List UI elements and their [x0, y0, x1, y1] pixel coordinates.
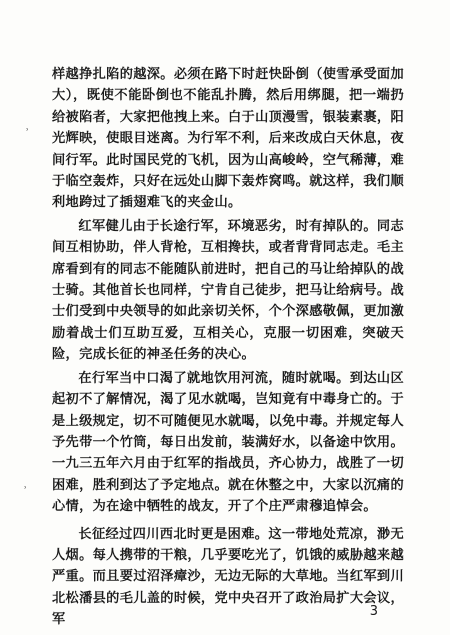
paragraph-sichuan-northwest: 长征经过四川西北时更是困难。这一带地处荒凉，渺无人烟。每人携带的干粮，几乎要吃光了，饥饿的威胁越来越严重。而且要过沼泽瘴沙，无边无际的大草地。当红军到川北松潘县的毛儿盖的时候，党中央召开了政治局扩大会议，军 — [52, 526, 404, 628]
paragraph-continuation: 样越挣扎陷的越深。必须在路下时赶快卧倒（使雪承受面加大），既使不能卧倒也不能乱扑腾，然后用绑腿，把一端扔给被陷者，大家把他拽上来。白于山顶漫雪，银装素裹，阳光辉映，使眼目迷离。为行军不利，后来改成白天休息，夜间行军。此时国民党的飞机，因为山高峻岭，空气稀薄，难于临空轰炸，只好在远处山脚下轰炸窝鸣。就这样，我们顺利地跨过了插翅难飞的夹金山。 — [52, 67, 404, 211]
margin-mark: ˒ — [24, 484, 27, 494]
paragraph-red-army-mutual-help: 红军健儿由于长途行军，环境恶劣，时有掉队的。同志间互相协助，伴人背枪，互相搀扶，或者背背同志走。毛主席看到有的同志不能随队前进时，把自己的马让给掉队的战士骑。其他首长也同样，宁肯自己徒步，把马让给病号。战士们受到中央领导的如此亲切关怀，个个深感敬佩，更加激励着战士们互助互爱，互相关心，克服一切困难，突破天险，完成长征的神圣任务的决心。 — [52, 218, 404, 363]
body-text — [52, 64, 404, 633]
margin-mark: ˒ — [26, 126, 29, 136]
page-number: 3 — [369, 604, 378, 619]
paragraph-drinking-water: 在行军当中口渴了就地饮用河流，随时就喝。到达山区起初不了解情况，渴了见水就喝，岂知竟有中毒身亡的。于是上级规定，切不可随便见水就喝，以免中毒。并规定每人予先带一个竹筒，每日出发前，装满好水，以备途中饮用。一九三五年六月由于红军的指战员，齐心协力，战胜了一切困难，胜利到达了予定地点。就在休整之中，大家以沉痛的心情，为在途中牺牲的战友，开了个庄严肃穆追悼会。 — [52, 370, 404, 515]
